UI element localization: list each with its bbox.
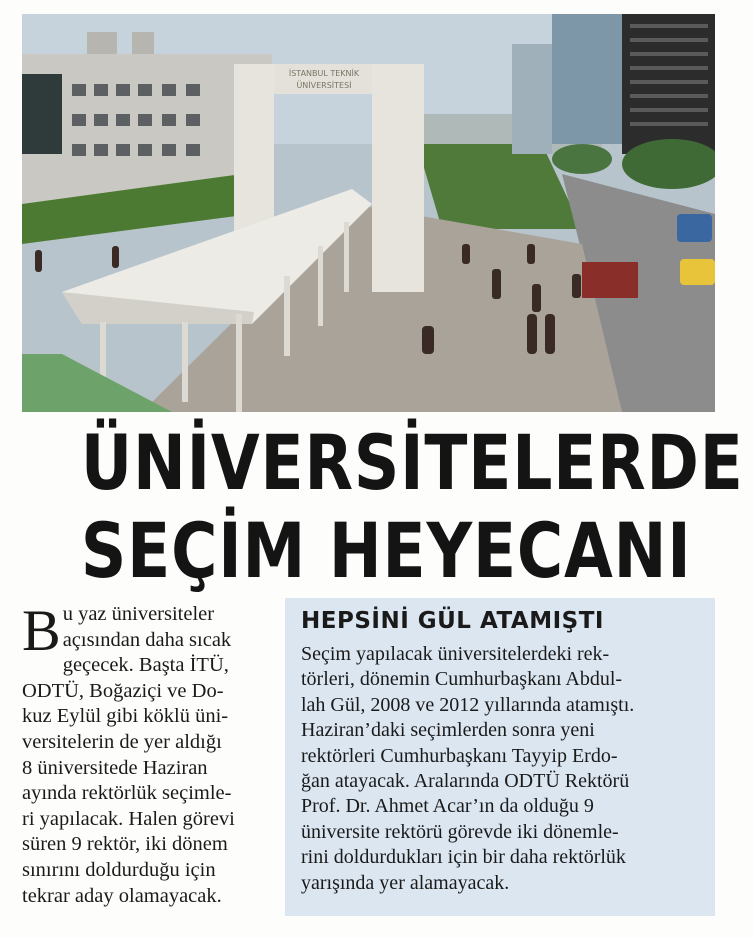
gate-sign-line1: İSTANBUL TEKNİK: [288, 69, 360, 78]
article-body: [22, 598, 260, 909]
sidebar-line: rektörleri Cumhurbaşkanı Tayyip Erdo-: [301, 744, 618, 767]
article-line: ayında rektörlük seçimle-: [22, 782, 232, 805]
headline-line1: ÜNİVERSİTELERDE: [80, 418, 744, 507]
headline-line2: SEÇİM HEYECANI: [80, 506, 692, 595]
article-line: ODTÜ, Boğaziçi ve Do-: [22, 679, 224, 702]
article-line: geçecek. Başta İTÜ,: [62, 654, 229, 677]
sidebar-line: Prof. Dr. Ahmet Acar’ın da olduğu 9: [301, 795, 594, 818]
gate-sign-line2: ÜNİVERSİTESİ: [296, 81, 352, 90]
article-line: ri yapılacak. Halen görevi: [22, 807, 235, 830]
sidebar-title: HEPSİNİ GÜL ATAMIŞTI: [301, 608, 604, 634]
article-line: sınırını doldurduğu için: [22, 858, 216, 881]
article-line: kuz Eylül gibi köklü üni-: [22, 705, 229, 728]
article-line: süren 9 rektör, iki dönem: [22, 833, 228, 856]
sidebar-body: [301, 642, 711, 896]
sidebar-box: [285, 598, 715, 916]
article-line: u yaz üniversiteler: [62, 603, 215, 625]
sidebar-line: rini doldurdukları için bir daha rektörlük: [301, 846, 626, 869]
sidebar-line: yarışında yer alamayacak.: [301, 871, 510, 894]
sidebar-line: Seçim yapılacak üniversitelerdeki rek-: [301, 643, 610, 665]
headline: [22, 418, 744, 595]
campus-photo: [22, 14, 715, 412]
article-line: açısından daha sıcak: [62, 628, 232, 651]
drop-cap: B: [22, 598, 61, 663]
article-line: tekrar aday olamayacak.: [22, 884, 222, 907]
sidebar-line: ğan atayacak. Aralarında ODTÜ Rektörü: [301, 770, 630, 793]
article-line: versitelerin de yer aldığı: [22, 730, 222, 753]
sidebar-line: üniversite rektörü görevde iki dönemle-: [301, 820, 619, 843]
sidebar-line: lah Gül, 2008 ve 2012 yıllarında atamıştı.: [301, 693, 635, 716]
sidebar-line: Haziran’daki seçimlerden sonra yeni: [301, 719, 595, 742]
sidebar-line: törleri, dönemin Cumhurbaşkanı Abdul-: [301, 668, 623, 691]
article-line: 8 üniversitede Haziran: [22, 756, 208, 779]
